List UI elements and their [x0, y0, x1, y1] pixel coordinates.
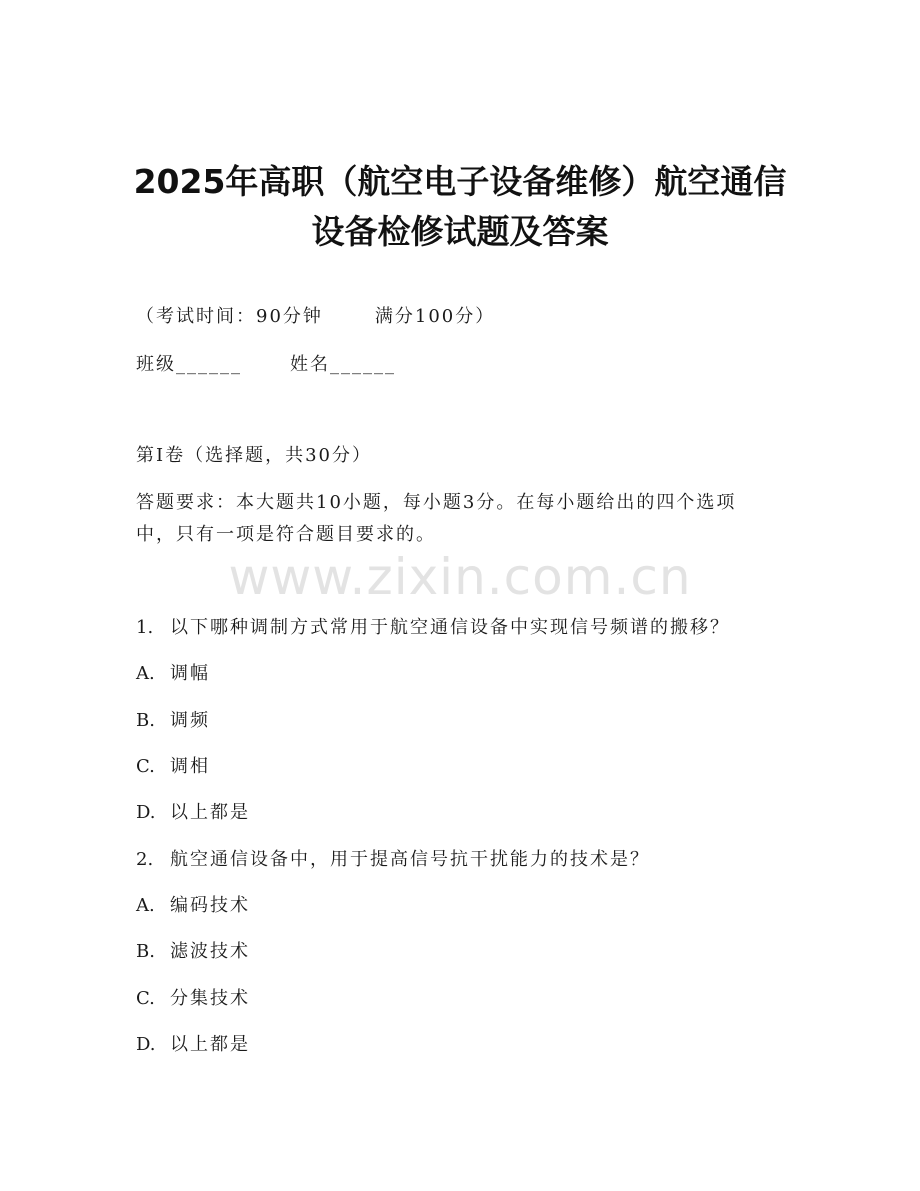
- question-text: 航空通信设备中，用于提高信号抗干扰能力的技术是？: [170, 849, 650, 870]
- option-text: 以上都是: [170, 1034, 250, 1055]
- option-1b[interactable]: [136, 706, 210, 732]
- name-field: 姓名______: [290, 354, 396, 375]
- option-letter: B.: [136, 941, 155, 962]
- option-text: 调相: [170, 756, 210, 777]
- exam-info: [136, 302, 495, 328]
- option-2b[interactable]: [136, 937, 250, 963]
- question-text: 以下哪种调制方式常用于航空通信设备中实现信号频谱的搬移？: [170, 617, 730, 638]
- option-1a[interactable]: [136, 659, 210, 685]
- section-instructions-1: 答题要求：本大题共10小题，每小题3分。在每小题给出的四个选项: [136, 492, 737, 513]
- option-letter: D.: [136, 802, 156, 823]
- option-letter: D.: [136, 1034, 156, 1055]
- section-instructions-2: 中，只有一项是符合题目要求的。: [136, 524, 436, 545]
- option-letter: B.: [136, 710, 155, 731]
- option-text: 调频: [170, 710, 210, 731]
- question-2: [136, 845, 650, 871]
- option-2d[interactable]: [136, 1030, 250, 1056]
- question-1: [136, 613, 730, 639]
- option-letter: A.: [136, 895, 155, 916]
- option-letter: C.: [136, 756, 155, 777]
- option-text: 编码技术: [170, 895, 250, 916]
- watermark: www.zixin.com.cn: [228, 548, 692, 606]
- option-1d[interactable]: [136, 798, 250, 824]
- option-text: 滤波技术: [170, 941, 250, 962]
- option-letter: A.: [136, 663, 155, 684]
- document-title-line-2: 设备检修试题及答案: [311, 212, 609, 251]
- exam-time: （考试时间：90分钟: [136, 306, 323, 327]
- section-heading: 第I卷（选择题，共30分）: [136, 445, 373, 466]
- exam-full-score: 满分100分）: [374, 306, 496, 327]
- option-text: 分集技术: [170, 988, 250, 1009]
- option-1c[interactable]: [136, 752, 210, 778]
- option-letter: C.: [136, 988, 155, 1009]
- option-2a[interactable]: [136, 891, 250, 917]
- document-title-line-1: 2025年高职（航空电子设备维修）航空通信: [133, 162, 787, 201]
- question-number: 1.: [136, 617, 154, 638]
- option-2c[interactable]: [136, 984, 250, 1010]
- option-text: 调幅: [170, 663, 210, 684]
- student-info: [136, 350, 396, 376]
- question-number: 2.: [136, 849, 154, 870]
- option-text: 以上都是: [170, 802, 250, 823]
- class-field: 班级______: [136, 354, 242, 375]
